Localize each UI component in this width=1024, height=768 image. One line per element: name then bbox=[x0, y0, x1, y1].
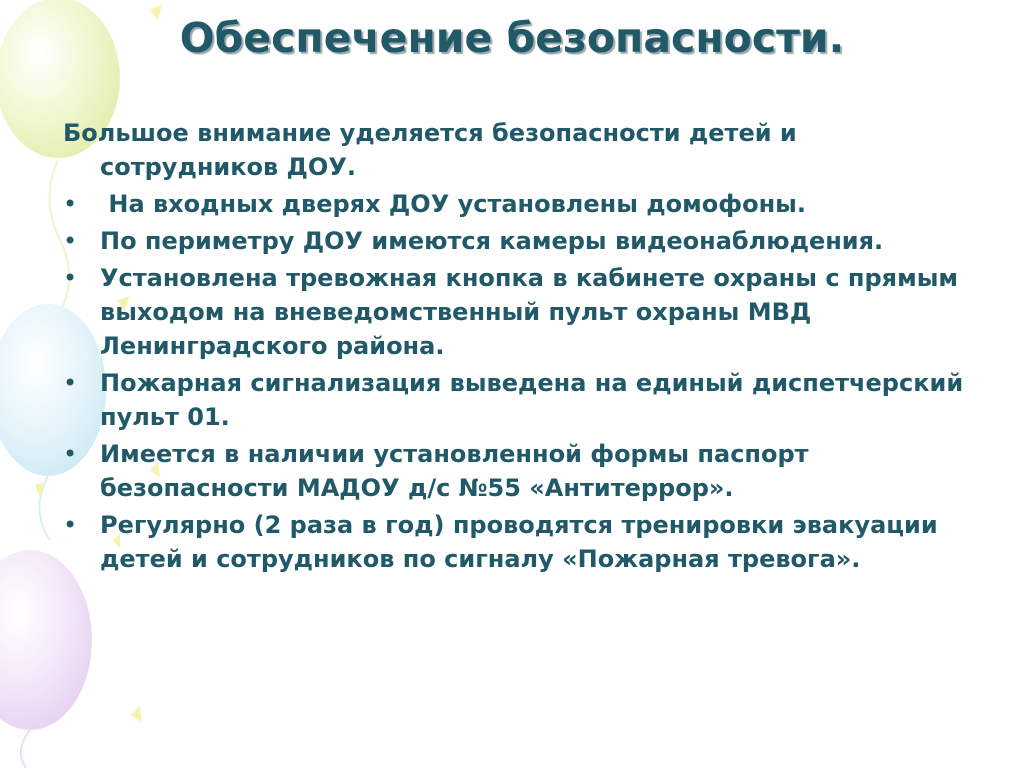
list-item bbox=[63, 261, 968, 363]
slide-body bbox=[63, 116, 972, 579]
list-item-text: Пожарная сигнализация выведена на единый диспетчерский пульт 01. bbox=[100, 369, 972, 431]
list-item bbox=[63, 508, 968, 576]
list-item-text: Регулярно (2 раза в год) проводятся тренировки эвакуации детей и сотрудников по сигналу «Пожарная тревога». bbox=[100, 511, 947, 573]
list-item bbox=[63, 366, 972, 434]
intro-paragraph: Большое внимание уделяется безопасности детей и сотрудников ДОУ. bbox=[63, 119, 797, 181]
bullet-icon: • bbox=[63, 227, 78, 255]
list-item bbox=[63, 224, 968, 258]
bullet-icon: • bbox=[63, 369, 78, 397]
list-item-text: По периметру ДОУ имеются камеры видеонаблюдения. bbox=[100, 227, 884, 255]
list-item-text: Имеется в наличии установленной формы паспорт безопасности МАДОУ д/с №55 «Антитеррор». bbox=[100, 440, 817, 502]
bullet-icon: • bbox=[63, 511, 78, 539]
list-item bbox=[63, 187, 968, 221]
list-item-text: Установлена тревожная кнопка в кабинете охраны с прямым выходом на вневедомственный пульт охраны МВД Ленинградского района. bbox=[100, 264, 967, 360]
purple-balloon-string bbox=[21, 730, 30, 768]
bullet-list bbox=[63, 187, 972, 576]
list-item bbox=[63, 437, 968, 505]
bullet-icon: • bbox=[63, 190, 78, 218]
bullet-icon: • bbox=[63, 264, 78, 292]
bullet-icon: • bbox=[63, 440, 78, 468]
page-title: Обеспечение безопасности. bbox=[179, 14, 845, 62]
list-item-text: На входных дверях ДОУ установлены домофоны. bbox=[100, 190, 806, 218]
